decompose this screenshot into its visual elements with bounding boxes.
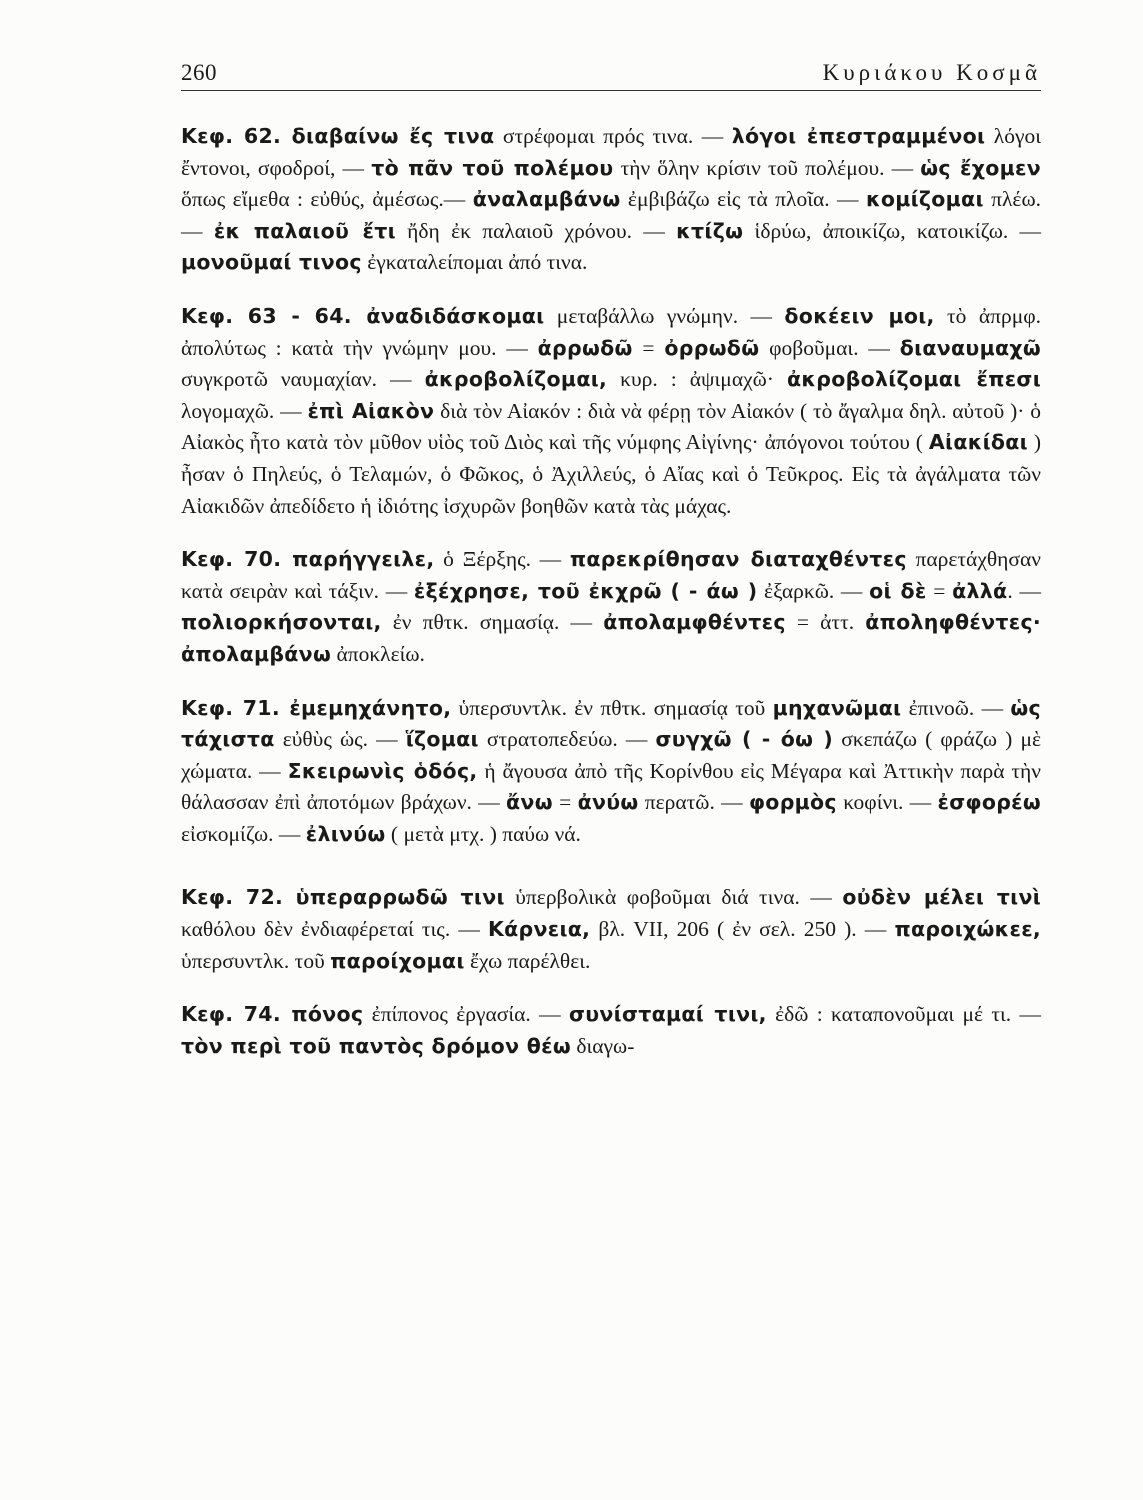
- gloss-text: εἰσκομίζω. —: [181, 821, 306, 846]
- headword: ἐπὶ Αἰακὸν: [307, 398, 435, 423]
- gloss-text: ὑπερσυντλκ. ἐν πθτκ. σημασίᾳ τοῦ: [451, 695, 773, 720]
- gloss-text: ἡ ἄγουσα ἀπὸ τῆς Κορίνθου εἰς Μέγαρα καὶ Ἀττικὴν παρὰ τὴν θάλασσαν ἐπὶ ἀποτόμων βράχων. —: [181, 758, 1042, 815]
- headword: οἱ δὲ: [869, 578, 927, 603]
- headword: ἄνω: [506, 790, 553, 815]
- headword: λόγοι ἐπεστραμμένοι: [731, 124, 986, 148]
- gloss-text: περατῶ. —: [638, 790, 749, 815]
- gloss-text: . —: [1007, 578, 1041, 603]
- headword: οὐδὲν μέλει τινὶ: [842, 885, 1041, 910]
- headword: ἀνύω: [577, 790, 639, 815]
- headword: ἐκ παλαιοῦ ἔτι: [213, 218, 396, 243]
- gloss-text: παρετάχθησαν κατὰ σειρὰν καὶ τάξιν. —: [181, 547, 1041, 603]
- gloss-text: κοφίνι. —: [836, 790, 938, 815]
- gloss-text: ὅπως εἴμεθα : εὐθύς, ἀμέσως.—: [181, 187, 473, 212]
- entry-kef-62: [181, 121, 1041, 279]
- gloss-text: ἤδη ἐκ παλαιοῦ χρόνου. —: [395, 218, 677, 243]
- gloss-text: ἐδῶ : καταπονοῦμαι μέ τι. —: [766, 1002, 1042, 1027]
- page-number: 260: [181, 60, 217, 85]
- headword: πολιορκήσονται,: [181, 610, 382, 635]
- entry-kef-71: [181, 693, 1041, 851]
- gloss-text: μεταβάλλω γνώμην. —: [544, 303, 785, 328]
- headword: ἐσφορέω: [937, 790, 1042, 815]
- headword: ὡς τάχιστα: [181, 695, 1041, 752]
- headword: ἀκροβολίζομαι ἔπεσι: [787, 367, 1041, 392]
- gloss-text: ἔχω παρέλθει.: [464, 948, 591, 973]
- gloss-text: διὰ τὸν Αἰακόν : διὰ νὰ φέρῃ τὸν Αἰακόν ( τὸ ἄγαλμα δηλ. αὐτοῦ )· ὁ Αἰακὸς ἦτο κατὰ τὸν μῦθον υἱὸς τοῦ Διὸς καὶ τῆς νύμφης Αἰγίνης· ἀπόγονοι τούτου (: [181, 398, 1041, 455]
- gloss-text: κυρ. : ἀψιμαχῶ·: [607, 367, 787, 392]
- headword: ἀποληφθέντες· ἀπολαμβάνω: [181, 610, 1042, 666]
- headword: ὡς ἔχομεν: [920, 155, 1042, 180]
- headword: παροίχομαι: [330, 948, 465, 973]
- entry-kef-70: [181, 544, 1041, 670]
- headword: Κεφ. 74. πόνος: [181, 1002, 364, 1027]
- gloss-text: ὑπερβολικὰ φοβοῦμαι διά τινα. —: [504, 885, 843, 910]
- page-header: [181, 60, 1041, 91]
- gloss-text: καθόλου δὲν ἐνδιαφέρεταί τις. —: [181, 917, 488, 942]
- headword: ἀναλαμβάνω: [472, 187, 621, 212]
- headword: Σκειρωνὶς ὁδός,: [287, 758, 478, 783]
- gloss-text: ὁ Ξέρξης. —: [434, 547, 570, 572]
- gloss-text: ἀποκλείω.: [331, 641, 425, 666]
- entry-kef-74: [181, 999, 1041, 1062]
- gloss-text: λόγοι ἔντονοι, σφοδροί, —: [181, 124, 1042, 180]
- headword: συνίσταμαί τινι,: [568, 1002, 767, 1027]
- headword: ἵζομαι: [405, 727, 479, 752]
- headword: Αἰακίδαι: [928, 430, 1028, 455]
- headword: ἐξέχρησε, τοῦ ἐκχρῶ ( - άω ): [413, 578, 758, 603]
- headword: μονοῦμαί τινος: [181, 250, 362, 275]
- headword: δοκέειν μοι,: [784, 303, 935, 328]
- gloss-text: =: [926, 578, 953, 603]
- headword: Κεφ. 71. ἐμεμηχάνητο,: [181, 695, 452, 720]
- gloss-text: ἐπινοῶ. —: [901, 695, 1011, 720]
- gloss-text: ἐν πθτκ. σημασίᾳ. —: [381, 610, 604, 635]
- gloss-text: στρέφομαι πρός τινα. —: [494, 124, 732, 148]
- gloss-text: τὸ ἀπρμφ. ἀπολύτως : κατὰ τὴν γνώμην μου. —: [181, 303, 1041, 360]
- headword: Κεφ. 72. ὑπεραρρωδῶ τινι: [181, 885, 505, 910]
- headword: μηχανῶμαι: [772, 695, 902, 720]
- gloss-text: ἱδρύω, ἀποικίζω, κατοικίζω. —: [743, 218, 1042, 243]
- entry-kef-72: [181, 882, 1041, 977]
- gloss-text: τὴν ὅλην κρίσιν τοῦ πολέμου. —: [613, 155, 921, 180]
- headword: ἐλινύω: [305, 821, 386, 846]
- headword: Κεφ. 70. παρήγγειλε,: [181, 547, 435, 572]
- headword: διαναυμαχῶ: [899, 335, 1041, 360]
- gloss-text: πλέω. —: [181, 187, 1041, 243]
- entry-kef-63-64: [181, 301, 1041, 522]
- headword: τὸν περὶ τοῦ παντὸς δρόμον θέω: [181, 1033, 571, 1058]
- gloss-text: λογομαχῶ. —: [181, 398, 308, 423]
- headword: ἀπολαμφθέντες: [603, 610, 786, 635]
- gloss-text: βλ. VII, 206 ( ἐν σελ. 250 ). —: [590, 917, 895, 942]
- headword: Κάρνεια,: [487, 917, 591, 942]
- gloss-text: ἐπίπονος ἐργασία. —: [363, 1002, 569, 1027]
- gloss-text: σκεπάζω ( φράζω ) μὲ χώματα. —: [181, 727, 1042, 783]
- headword: κομίζομαι: [865, 187, 984, 212]
- gloss-text: = ἀττ.: [785, 610, 866, 635]
- headword: τὸ πᾶν τοῦ πολέμου: [371, 155, 614, 180]
- headword: κτίζω: [676, 218, 744, 243]
- headword: Κεφ. 62. διαβαίνω ἔς τινα: [181, 124, 495, 148]
- headword: Κεφ. 63 - 64. ἀναδιδάσκομαι: [181, 303, 545, 328]
- headword: ὀρρωδῶ: [664, 335, 760, 360]
- gloss-text: ) ἦσαν ὁ Πηλεύς, ὁ Τελαμών, ὁ Φῶκος, ὁ Ἀχιλλεύς, ὁ Αἴας καὶ ὁ Τεῦκρος. Εἰς τὰ ἀγάλματα τῶν Αἰακιδῶν ἀπεδίδετο ἡ ἰδιότης ἰσχυρῶν βοηθῶν κατὰ τὰς μάχας.: [181, 430, 1041, 518]
- gloss-text: ὑπερσυντλκ. τοῦ: [181, 948, 331, 973]
- gloss-text: ἐξαρκῶ. —: [757, 578, 870, 603]
- gloss-text: στρατοπεδεύω. —: [478, 727, 656, 752]
- headword: συγχῶ ( - όω ): [655, 727, 834, 752]
- headword: ἀρρωδῶ: [537, 335, 633, 360]
- book-page: [181, 60, 1041, 1084]
- gloss-text: ἐμβιβάζω εἰς τὰ πλοῖα. —: [620, 187, 866, 212]
- headword: παρεκρίθησαν διαταχθέντες: [569, 547, 907, 572]
- running-title: Κυριάκου Κοσμᾶ: [822, 60, 1041, 85]
- gloss-text: διαγω-: [570, 1033, 635, 1058]
- gloss-text: φοβοῦμαι. —: [759, 335, 900, 360]
- gloss-text: =: [632, 335, 665, 360]
- gloss-text: ( μετὰ μτχ. ) παύω νά.: [385, 821, 581, 846]
- gloss-text: ἐγκαταλείπομαι ἀπό τινα.: [361, 250, 588, 275]
- headword: ἀλλά: [952, 578, 1008, 603]
- headword: παροιχώκεε,: [894, 917, 1041, 942]
- gloss-text: συγκροτῶ ναυμαχίαν. —: [181, 367, 425, 392]
- headword: ἀκροβολίζομαι,: [424, 367, 608, 392]
- gloss-text: εὐθὺς ὡς. —: [274, 727, 406, 752]
- gloss-text: =: [552, 790, 578, 815]
- headword: φορμὸς: [748, 790, 837, 815]
